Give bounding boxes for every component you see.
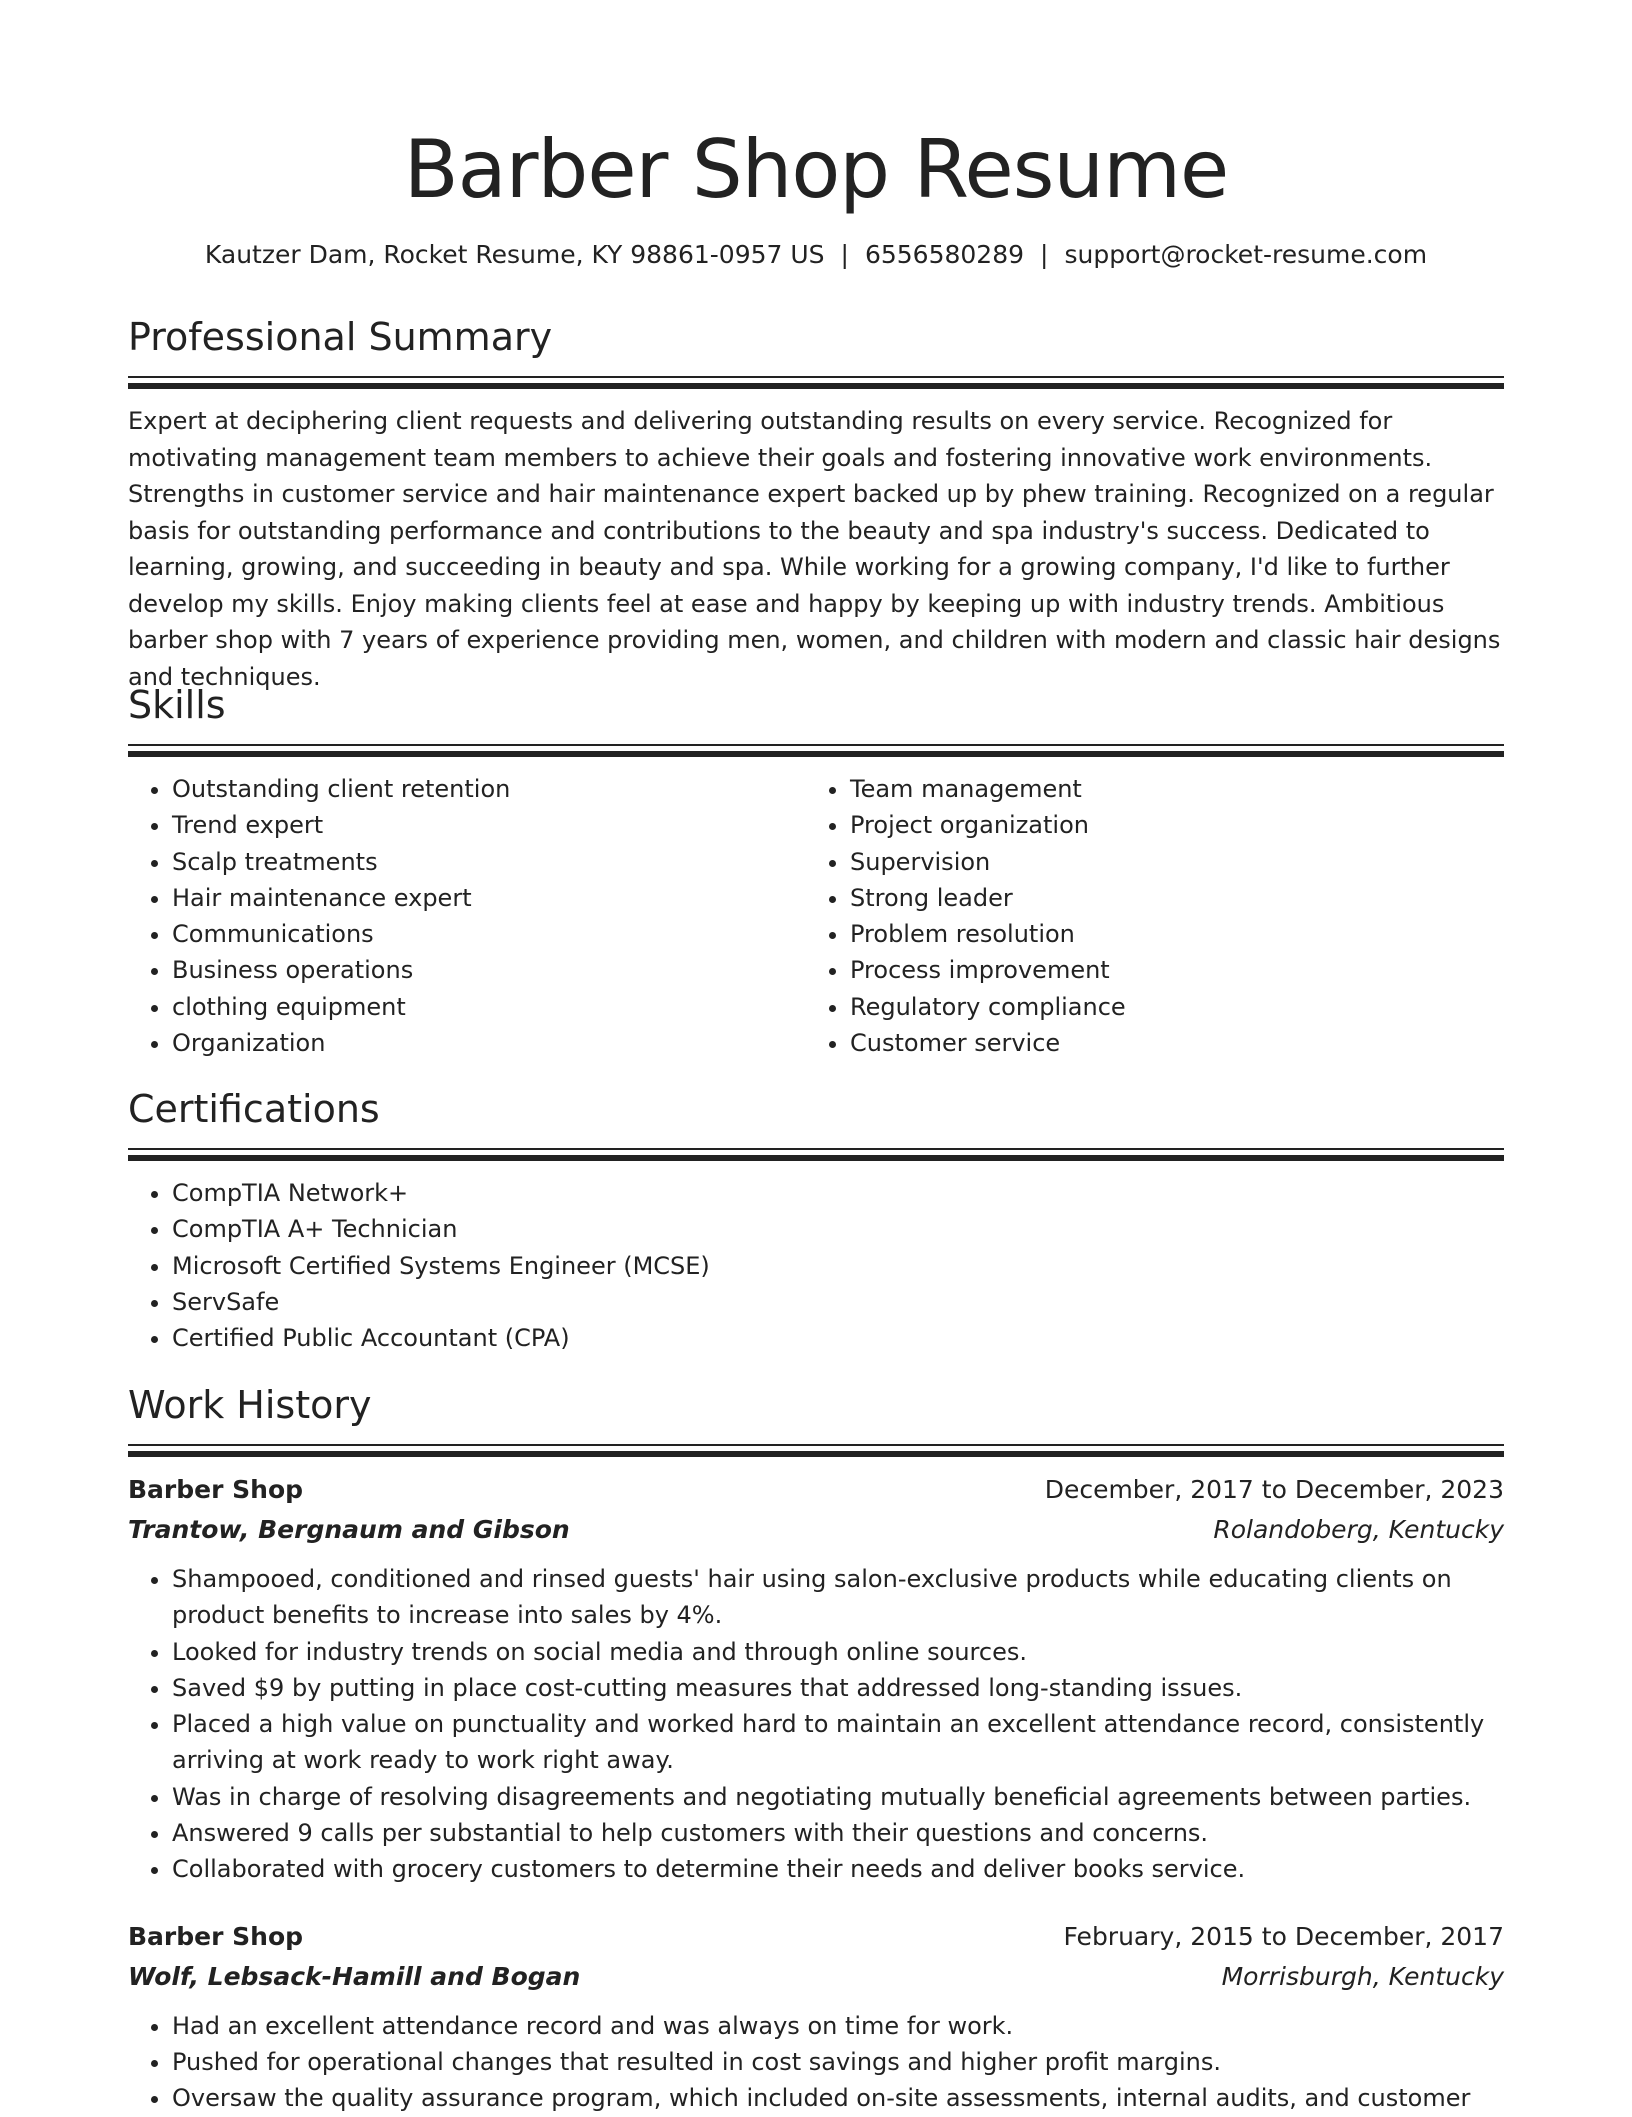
job-duty: • Collaborated with grocery customers to determine their needs and deliver books service. (172, 1851, 1504, 1887)
job-duty: • Shampooed, conditioned and rinsed guests' hair using salon-exclusive products while educating clients on product benefits to increase into sales by 4%. (172, 1561, 1504, 1634)
skill-item: • Outstanding client retention (172, 771, 806, 807)
skill-item: • Process improvement (850, 952, 1484, 988)
job-duties-list (128, 2008, 1504, 2117)
skill-item: • Supervision (850, 844, 1484, 880)
contact-phone: 6556580289 (864, 240, 1025, 269)
job-company: Wolf, Lebsack-Hamill and Bogan (128, 1961, 581, 1991)
certification-item: • Certified Public Accountant (CPA) (172, 1320, 1504, 1356)
job-entry (128, 1918, 1504, 2117)
job-title: Barber Shop (128, 1921, 304, 1951)
job-duty: • Looked for industry trends on social media and through online sources. (172, 1634, 1504, 1670)
skills-left-column (128, 771, 806, 1061)
job-duty: • Saved $9 by putting in place cost-cutting measures that addressed long-standing issues. (172, 1670, 1504, 1706)
section-divider (128, 1148, 1504, 1161)
skills-heading: Skills (128, 683, 226, 727)
job-header (128, 1918, 1504, 1956)
job-dates: December, 2017 to December, 2023 (1044, 1475, 1504, 1504)
resume-page (128, 0, 1504, 2113)
job-duty: • Placed a high value on punctuality and worked hard to maintain an excellent attendance record, consistently arriving at work ready to work right away. (172, 1706, 1504, 1779)
certification-item: • CompTIA A+ Technician (172, 1211, 1504, 1247)
skill-item: • Customer service (850, 1025, 1484, 1061)
skill-item: • Business operations (172, 952, 806, 988)
job-duties-list (128, 1561, 1504, 1888)
skill-item: • Scalp treatments (172, 844, 806, 880)
skills-right-column (806, 771, 1484, 1061)
certifications-section (128, 1086, 1504, 1356)
contact-address: Kautzer Dam, Rocket Resume, KY 98861-0957 US (204, 240, 825, 269)
job-location: Rolandoberg, Kentucky (1213, 1515, 1504, 1544)
job-entry (128, 1471, 1504, 1888)
job-location: Morrisburgh, Kentucky (1221, 1961, 1504, 1991)
job-duty: • Was in charge of resolving disagreements and negotiating mutually beneficial agreements between parties. (172, 1779, 1504, 1815)
resume-title: Barber Shop Resume (403, 123, 1229, 216)
skills-columns (128, 771, 1504, 1061)
job-company: Trantow, Bergnaum and Gibson (128, 1515, 570, 1544)
summary-text: Expert at deciphering client requests and delivering outstanding results on every service. Recognized for motivating management team members to achieve their goals and fostering innovative work environments. Strengths in customer service and hair maintenance expert backed up by phew training. Recognized on a regular basis for outstanding performance and contributions to the beauty and spa industry's success. Dedicated to learning, growing, and succeeding in beauty and spa. While working for a growing company, I'd like to further develop my skills. Enjoy making clients feel at ease and happy by keeping up with industry trends. Ambitious barber shop with 7 years of experience providing men, women, and children with modern and classic hair designs and techniques. (128, 407, 1501, 691)
job-duty: • Had an excellent attendance record and was always on time for work. (172, 2008, 1504, 2044)
job-header (128, 1471, 1504, 1509)
contact-separator: | (1040, 240, 1049, 269)
job-title: Barber Shop (128, 1475, 304, 1504)
skill-item: • Hair maintenance expert (172, 880, 806, 916)
job-subheader (128, 1958, 1504, 1996)
work-history-section (128, 1382, 1504, 2117)
job-duty: • Oversaw the quality assurance program, which included on-site assessments, internal audits, and customer (172, 2080, 1504, 2116)
skill-item: • clothing equipment (172, 989, 806, 1025)
certifications-list (128, 1175, 1504, 1356)
skills-left-list (128, 771, 806, 1061)
job-duty: • Pushed for operational changes that resulted in cost savings and higher profit margins. (172, 2044, 1504, 2080)
skill-item: • Trend expert (172, 807, 806, 843)
skill-item: • Project organization (850, 807, 1484, 843)
certification-item: • ServSafe (172, 1284, 1504, 1320)
skill-item: • Regulatory compliance (850, 989, 1484, 1025)
job-dates: February, 2015 to December, 2017 (1063, 1921, 1504, 1951)
skill-item: • Team management (850, 771, 1484, 807)
skill-item: • Problem resolution (850, 916, 1484, 952)
skill-item: • Strong leader (850, 880, 1484, 916)
skills-right-list (806, 771, 1484, 1061)
job-subheader (128, 1511, 1504, 1549)
contact-separator: | (840, 240, 849, 269)
job-duty: • Answered 9 calls per substantial to help customers with their questions and concerns. (172, 1815, 1504, 1851)
section-divider (128, 376, 1504, 389)
summary-heading: Professional Summary (128, 315, 553, 359)
certification-item: • Microsoft Certified Systems Engineer (MCSE) (172, 1248, 1504, 1284)
skills-section (128, 682, 1504, 1061)
section-divider (128, 744, 1504, 757)
certification-item: • CompTIA Network+ (172, 1175, 1504, 1211)
contact-email: support@rocket-resume.com (1064, 240, 1428, 269)
skill-item: • Organization (172, 1025, 806, 1061)
summary-section (128, 314, 1504, 695)
contact-line (128, 238, 1504, 272)
skill-item: • Communications (172, 916, 806, 952)
certifications-heading: Certifications (128, 1087, 380, 1131)
section-divider (128, 1444, 1504, 1457)
work-history-heading: Work History (128, 1383, 372, 1427)
